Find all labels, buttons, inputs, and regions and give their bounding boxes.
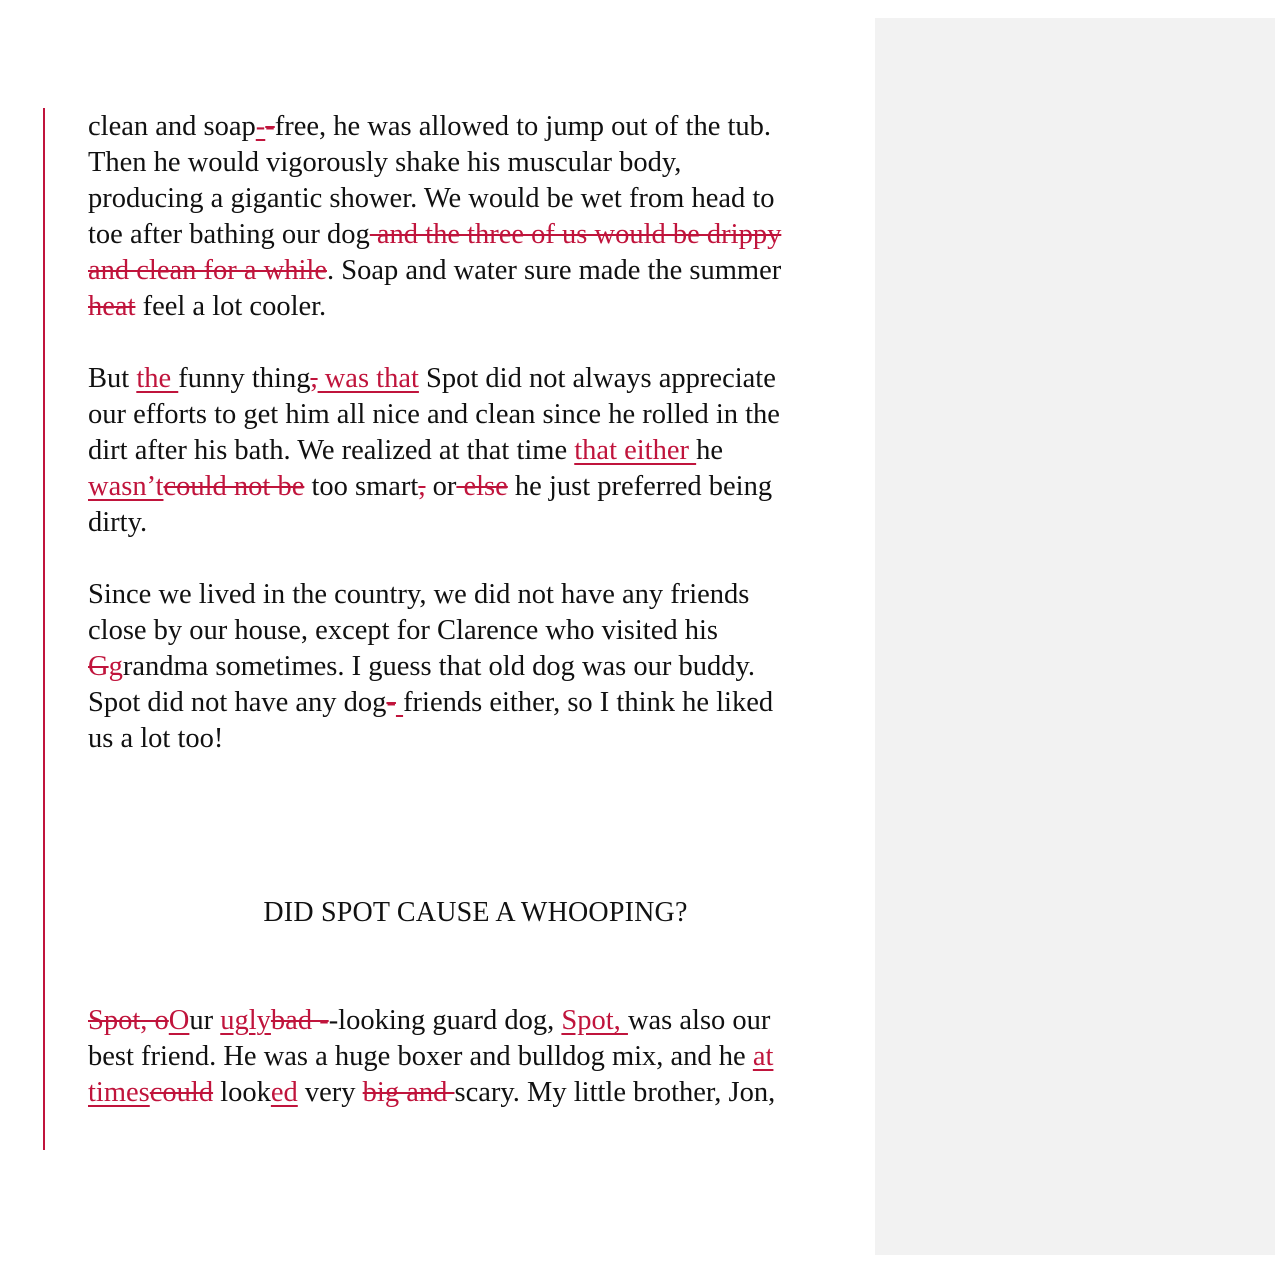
section-title: DID SPOT CAUSE A WHOOPING? xyxy=(263,897,688,928)
text-run: We would be wet from head to xyxy=(423,183,775,214)
paragraph-funny-thing xyxy=(88,361,878,541)
deleted-text: Spot, o xyxy=(88,1005,169,1036)
text-line xyxy=(88,613,878,649)
deleted-text: and clean for a while xyxy=(88,255,327,286)
text-run: feel a lot cooler. xyxy=(135,291,327,322)
text-run: very xyxy=(297,1077,363,1108)
text-run: scary. xyxy=(454,1077,528,1108)
text-line xyxy=(88,181,878,217)
text-run: he xyxy=(696,435,724,466)
text-run: us a lot too! xyxy=(88,723,224,754)
text-run: dirt after his bath. xyxy=(88,435,298,466)
comment-markup-pane xyxy=(875,18,1275,1255)
deleted-text: G xyxy=(88,651,109,682)
deleted-text: big and xyxy=(362,1077,455,1108)
inserted-text: Spot, xyxy=(561,1005,628,1036)
text-line xyxy=(88,433,878,469)
inserted-text: at xyxy=(752,1041,774,1072)
text-run: best friend. xyxy=(88,1041,224,1072)
text-run: My little brother, Jon, xyxy=(527,1077,776,1108)
deleted-text: bad - xyxy=(270,1005,329,1036)
deleted-text: could not be xyxy=(163,471,305,502)
inserted-text: ed xyxy=(270,1077,298,1108)
paragraph-bath xyxy=(88,109,878,325)
text-line xyxy=(88,289,878,325)
text-line xyxy=(88,469,878,505)
text-run: dirty. xyxy=(88,507,148,538)
text-run: ur xyxy=(189,1005,221,1036)
text-run: too smart xyxy=(304,471,419,502)
text-line xyxy=(88,577,878,613)
text-run: look xyxy=(213,1077,271,1108)
text-line xyxy=(88,649,878,685)
inserted-text: that either xyxy=(574,435,697,466)
text-line xyxy=(88,721,878,757)
deleted-text: and the three of us would be drippy xyxy=(369,219,782,250)
text-run: toe after bathing our dog xyxy=(88,219,370,250)
text-line xyxy=(88,505,878,541)
text-line xyxy=(88,361,878,397)
deleted-text: could xyxy=(149,1077,214,1108)
text-line xyxy=(88,397,878,433)
inserted-text: O xyxy=(168,1005,190,1036)
deleted-text: else xyxy=(456,471,508,502)
text-run: friends either, so I think he liked xyxy=(403,687,774,718)
paragraph-guard-dog xyxy=(88,1003,878,1111)
inserted-text: times xyxy=(88,1077,150,1108)
inserted-text: wasn’t xyxy=(88,471,164,502)
text-run: He was a huge boxer and bulldog mix, and he xyxy=(223,1041,753,1072)
paragraph-friends xyxy=(88,577,878,757)
inserted-text: the xyxy=(136,363,179,394)
text-run: I guess that old dog was our buddy. xyxy=(351,651,756,682)
inserted-text: g xyxy=(108,651,123,682)
text-run: clean and soap xyxy=(88,111,256,142)
text-run: Then he would vigorously shake his muscular body, xyxy=(88,147,682,178)
text-line xyxy=(88,217,878,253)
deleted-text: heat xyxy=(88,291,136,322)
deleted-text: , xyxy=(310,363,318,394)
text-line xyxy=(88,685,878,721)
revision-change-bar xyxy=(43,108,45,1150)
text-run: free, he was allowed to jump out of the tub. xyxy=(274,111,772,142)
text-run: Since we lived in the country, we did not have any friends xyxy=(88,579,750,610)
text-run: But xyxy=(88,363,137,394)
text-run: Spot did not have any dog xyxy=(88,687,387,718)
text-line xyxy=(88,253,878,289)
text-line xyxy=(88,1039,878,1075)
text-line xyxy=(88,1075,878,1111)
text-run: close by our house, except for Clarence who visited his xyxy=(88,615,718,646)
text-line xyxy=(88,145,878,181)
text-run: Spot did not always appreciate xyxy=(418,363,776,394)
text-run: he just preferred being xyxy=(507,471,773,502)
deleted-text: - xyxy=(265,111,275,142)
text-line xyxy=(88,1003,878,1039)
deleted-text: - xyxy=(386,687,396,718)
deleted-text: , xyxy=(418,471,426,502)
inserted-text xyxy=(396,687,403,718)
text-run: or xyxy=(425,471,457,502)
text-run: . xyxy=(326,255,342,286)
text-run: funny thing xyxy=(178,363,311,394)
text-run: our efforts to get him all nice and clean since he rolled in the xyxy=(88,399,780,430)
text-run: -looking guard dog, xyxy=(328,1005,562,1036)
text-run: randma sometimes. xyxy=(122,651,352,682)
text-run: producing a gigantic shower. xyxy=(88,183,424,214)
inserted-text: - xyxy=(255,111,266,142)
text-run: We realized at that time xyxy=(297,435,575,466)
inserted-text: was that xyxy=(317,363,419,394)
text-run: was also our xyxy=(627,1005,771,1036)
text-run: Soap and water sure made the summer xyxy=(341,255,782,286)
inserted-text: ugly xyxy=(220,1005,271,1036)
text-line xyxy=(88,109,878,145)
document-body xyxy=(88,109,878,1147)
